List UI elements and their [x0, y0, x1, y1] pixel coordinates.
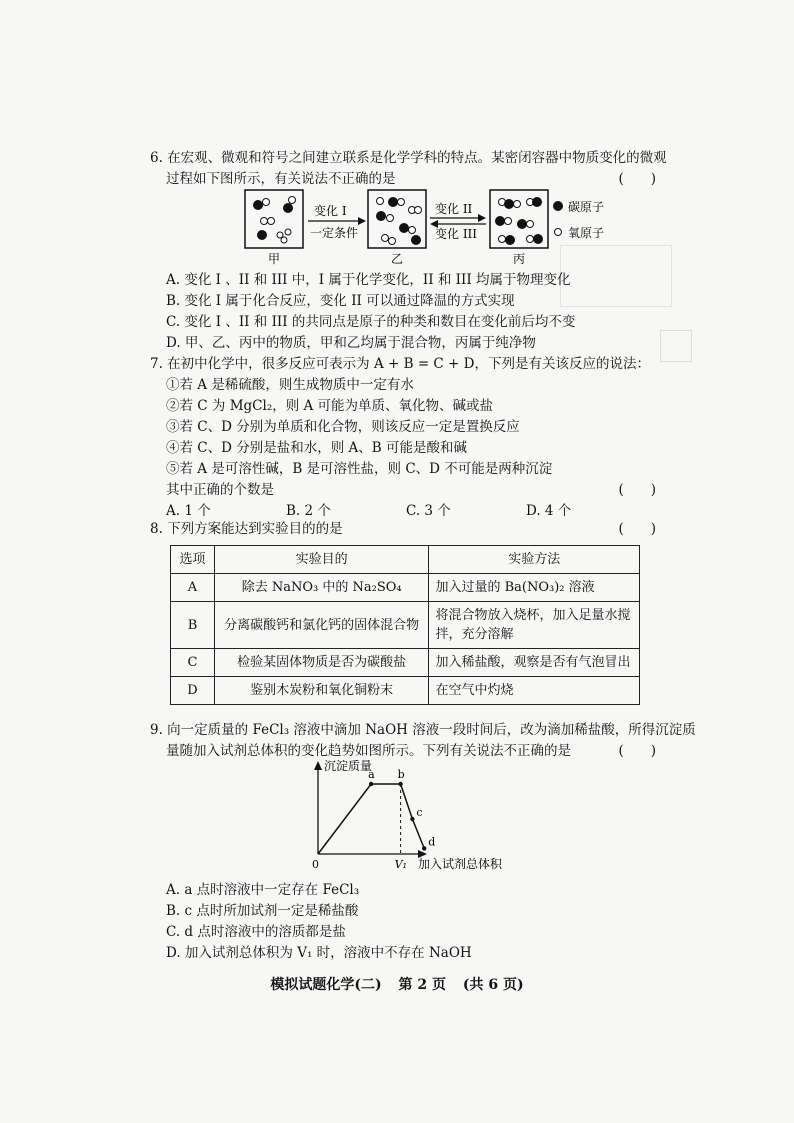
q8-stem-wrap: [150, 519, 656, 540]
q9-option-b[interactable]: B. c 点时所加试剂一定是稀盐酸: [166, 903, 359, 919]
q7-option-d[interactable]: D. 4 个: [526, 503, 572, 519]
q8-row-a-goal: 除去 NaNO₃ 中的 Na₂SO₄: [214, 574, 429, 602]
chart-point-label-a: a: [368, 768, 375, 781]
q9-precipitate-chart: [300, 760, 530, 875]
chart-point-b: [398, 782, 402, 786]
q8-header-goal: 实验目的: [214, 546, 429, 574]
footer-total: (共 6 页): [462, 977, 524, 993]
q7-ask: 其中正确的个数是: [166, 482, 274, 498]
precipitate-curve: [318, 784, 424, 854]
chart-point-label-b: b: [397, 768, 405, 781]
q6-option-a[interactable]: A. 变化 I 、II 和 III 中，I 属于化学变化，II 和 III 均属于物理变化: [166, 272, 571, 288]
question-6: [150, 148, 667, 190]
q8-table: [170, 545, 640, 705]
q8-header-method: 实验方法: [429, 546, 640, 574]
q7-item-4: ④若 C、D 分别是盐和水，则 A、B 可能是酸和碱: [166, 440, 467, 456]
q6-option-b[interactable]: B. 变化 I 属于化合反应，变化 II 可以通过降温的方式实现: [166, 293, 515, 309]
legend-carbon-icon: [553, 201, 563, 211]
x-axis-label: 加入试剂总体积: [418, 857, 503, 871]
chart-point-label-d: d: [428, 835, 436, 849]
q7-option-b[interactable]: B. 2 个: [286, 503, 331, 519]
q9-stem-line-2: 量随加入试剂总体积的变化趋势如图所示。下列有关说法不正确的是: [166, 743, 571, 759]
q7-item-5: ⑤若 A 是可溶性碱，B 是可溶性盐，则 C、D 不可能是两种沉淀: [166, 461, 553, 477]
q8-row-b-method: 将混合物放入烧杯，加入足量水搅拌，充分溶解: [429, 602, 640, 649]
q7-stem: 7. 在初中化学中，很多反应可表示为 A + B = C + D，下列是有关该反应的说法：: [150, 356, 650, 372]
q8-row-c-method: 加入稀盐酸，观察是否有气泡冒出: [429, 649, 640, 677]
y-axis-label: 沉淀质量: [324, 760, 373, 773]
q8-row-d-method: 在空气中灼烧: [429, 677, 640, 705]
q8-stem: 8. 下列方案能达到实验目的的是: [150, 521, 343, 537]
q7-item-1: ①若 A 是稀硫酸，则生成物质中一定有水: [166, 377, 414, 393]
q7-answer-paren: ( ): [618, 482, 656, 498]
q9-option-a[interactable]: A. a 点时溶液中一定存在 FeCl₃: [166, 882, 360, 898]
legend-oxygen-icon: [555, 229, 562, 236]
q8-row-d-goal: 鉴别木炭粉和氧化铜粉末: [214, 677, 429, 705]
y-axis-arrow: [314, 761, 322, 770]
q9-option-d[interactable]: D. 加入试剂总体积为 V₁ 时，溶液中不存在 NaOH: [166, 945, 472, 961]
q8-table-header: [171, 546, 640, 574]
arrow1-bottom-label: 一定条件: [310, 226, 359, 240]
q9-option-c[interactable]: C. d 点时溶液中的溶质都是盐: [166, 924, 346, 940]
q8-row-c-option: C: [171, 649, 215, 677]
q6-option-c[interactable]: C. 变化 I 、II 和 III 的共同点是原子的种类和数目在变化前后均不变: [166, 314, 576, 330]
arrow1-head: [358, 217, 366, 225]
box-jia-label: 甲: [268, 252, 281, 266]
chart-point-a: [369, 782, 373, 786]
q6-stem-line-2: 过程如下图所示，有关说法不正确的是: [166, 171, 396, 187]
footer-page: 第 2 页: [398, 977, 446, 993]
chart-point-d: [422, 846, 426, 850]
arrow2-top-label: 变化 II: [435, 202, 473, 216]
q8-row-d-option: D: [171, 677, 215, 705]
q7-item-2: ②若 C 为 MgCl₂，则 A 可能为单质、氧化物、碱或盐: [166, 398, 494, 414]
q9-stem-line-2-wrap: [150, 741, 656, 762]
question-9: [150, 720, 696, 762]
arrow1-top-label: 变化 I: [314, 204, 347, 218]
q8-row-b-goal: 分离碳酸钙和氯化钙的固体混合物: [214, 602, 429, 649]
q7-ask-wrap: [150, 480, 656, 501]
q7-item-3: ③若 C、D 分别为单质和化合物，则该反应一定是置换反应: [166, 419, 520, 435]
q7-option-a[interactable]: A. 1 个: [166, 503, 211, 519]
q9-answer-paren: ( ): [618, 743, 656, 759]
table-row: [171, 574, 640, 602]
arrow3-bottom-label: 变化 III: [435, 227, 478, 241]
arrow2-head: [478, 214, 486, 222]
table-row: [171, 602, 640, 649]
q8-row-a-method: 加入过量的 Ba(NO₃)₂ 溶液: [429, 574, 640, 602]
q8-row-a-option: A: [171, 574, 215, 602]
question-7: [150, 354, 656, 522]
legend-oxygen-label: 氧原子: [568, 226, 605, 240]
chart-points: [368, 768, 435, 851]
table-row: [171, 677, 640, 705]
q7-option-c[interactable]: C. 3 个: [406, 503, 451, 519]
q6-option-d[interactable]: D. 甲、乙、丙中的物质，甲和乙均属于混合物，丙属于纯净物: [166, 335, 536, 351]
box-jia-particles: [253, 197, 296, 244]
question-8: [150, 519, 656, 540]
footer-title: 模拟试题化学(二): [270, 977, 382, 993]
box-yi-label: 乙: [391, 252, 404, 266]
q9-options: [150, 880, 650, 964]
box-bing-label: 丙: [513, 252, 526, 266]
q9-stem-line-1: 9. 向一定质量的 FeCl₃ 溶液中滴加 NaOH 溶液一段时间后，改为滴加稀盐酸，所得沉淀质: [150, 722, 696, 738]
q6-particle-diagram: [240, 188, 610, 268]
q8-header-option: 选项: [171, 546, 215, 574]
chart-point-c: [410, 817, 414, 821]
q6-stem-line-2-wrap: [150, 169, 656, 190]
q8-answer-paren: ( ): [618, 521, 656, 537]
q8-row-b-option: B: [171, 602, 215, 649]
page-footer: [0, 974, 794, 994]
legend-carbon-label: 碳原子: [568, 200, 605, 214]
v1-label: V₁: [394, 858, 407, 871]
q6-answer-paren: ( ): [618, 171, 656, 187]
bleed-through-mark: [660, 330, 692, 362]
box-bing-particles: [495, 197, 543, 245]
chart-point-label-c: c: [416, 806, 423, 819]
q6-stem-line-1: 6. 在宏观、微观和符号之间建立联系是化学学科的特点。某密闭容器中物质变化的微观: [150, 150, 667, 166]
q6-options: [150, 270, 650, 354]
table-row: [171, 649, 640, 677]
box-yi-particles: [376, 197, 422, 245]
q8-row-c-goal: 检验某固体物质是否为碳酸盐: [214, 649, 429, 677]
origin-label: 0: [312, 858, 319, 871]
